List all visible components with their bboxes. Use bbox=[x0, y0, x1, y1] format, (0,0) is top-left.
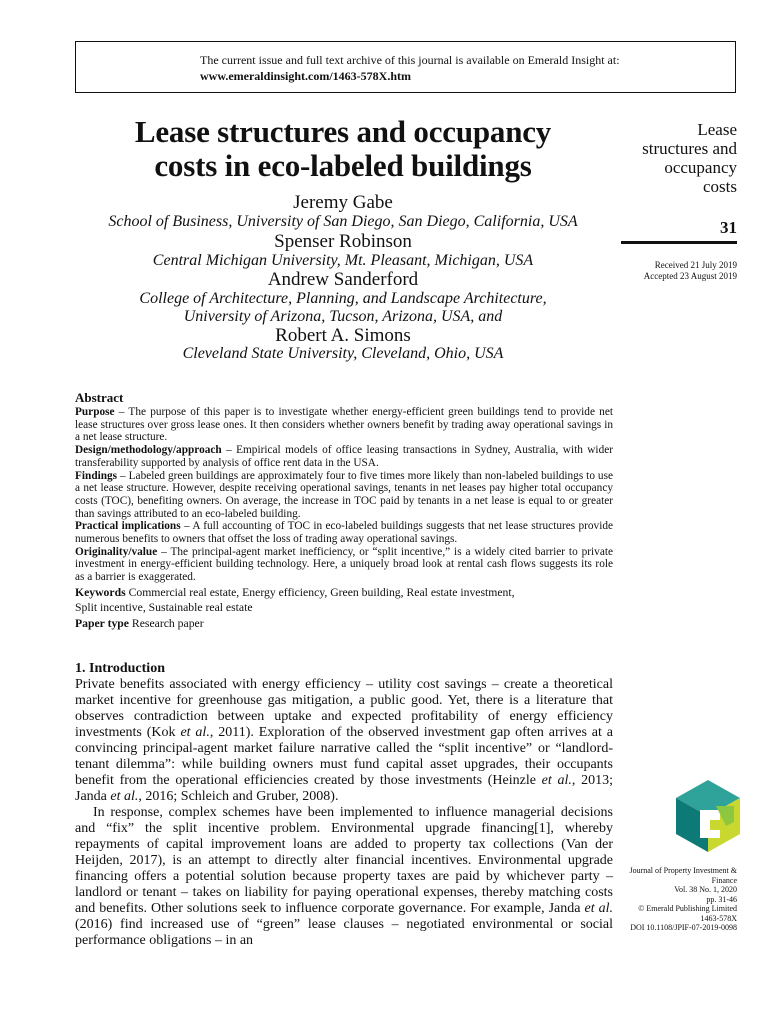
body-text bbox=[75, 677, 613, 949]
submission-dates bbox=[604, 260, 737, 282]
abstract-design: Design/methodology/approach – Empirical models of office leasing transactions in Sydney, Australia, with wider transferability supported by analysis of office rent data in the USA. bbox=[75, 444, 613, 469]
journal-notice-box bbox=[75, 41, 736, 93]
paper-type: Paper type Research paper bbox=[75, 616, 204, 630]
accepted-date: Accepted 23 August 2019 bbox=[643, 271, 737, 281]
author-affiliation: School of Business, University of San Diego, San Diego, California, USA bbox=[108, 213, 578, 230]
abstract-practical: Practical implications – A full accounting of TOC in eco-labeled buildings suggests that net lease structures provide numerous benefits to owners that offset the loss of trading away operational savings. bbox=[75, 520, 613, 546]
title-line-2: costs in eco-labeled buildings bbox=[154, 148, 532, 183]
paragraph: In response, complex schemes have been implemented to influence managerial decisions and “fix” the split incentive problem. Environmental upgrade financing[1], whereby repayments of capital improvement loans are added to property tax collections (Van der Heijden, 2017), is an attempt to directly alter financial incentives. Environmental upgrade financing offers a potential solution because property taxes are paid by whichever party – landlord or tenant – takes on liability for paying operational expenses, thereby matching costs and benefits. Other solutions seek to influence corporate governance. For example, Janda et al. (2016) find increased use of “green” lease clauses – negotiated environmental or social performance obligations – in an bbox=[75, 805, 613, 948]
running-head: Lease structures and occupancy costs bbox=[642, 120, 737, 196]
abstract-purpose: Purpose – The purpose of this paper is to investigate whether energy-efficient green buildings tend to provide net lease structures over gross lease ones. It then considers whether owners benefit by trading away operational savings in a net lease structure. bbox=[75, 406, 613, 444]
notice-text: The current issue and full text archive of this journal is available on Emerald Insight at: bbox=[200, 53, 620, 67]
paragraph: Private benefits associated with energy efficiency – utility cost savings – create a theoretical market incentive for greenhouse gas mitigation, a public good. Yet, there is a literature that observes contradiction between uptake and expected profitability of energy efficiency investments (Kok et al., 2011). Exploration of the observed investment gap often arrives at a convincing principal-agent market failure narrative called the “split incentive” or “landlord-tenant dilemma”: while building owners must fund capital asset upgrades, their occupants benefit from the operational efficiencies created by those investments (Heinzle et al., 2013; Janda et al., 2016; Schleich and Gruber, 2008). bbox=[75, 677, 614, 804]
abstract bbox=[75, 390, 613, 632]
author-name: Andrew Sanderford bbox=[267, 269, 419, 290]
margin-rule bbox=[621, 241, 737, 244]
author-affiliation: Central Michigan University, Mt. Pleasant, Michigan, USA bbox=[152, 252, 534, 269]
paper-title bbox=[80, 115, 606, 183]
abstract-heading: Abstract bbox=[75, 390, 124, 405]
emerald-publishing-logo-icon bbox=[676, 780, 740, 852]
author-name: Spenser Robinson bbox=[274, 231, 412, 252]
author-affiliation: Cleveland State University, Cleveland, Ohio, USA bbox=[182, 345, 504, 362]
journal-info: Journal of Property Investment & Finance Vol. 38 No. 1, 2020 pp. 31-46 © Emerald Publishing Limited 1463-578X DOI 10.1108/JPIF-07-2019-0098 bbox=[629, 866, 737, 932]
author-affiliation: University of Arizona, Tucson, Arizona, USA, and bbox=[183, 308, 503, 325]
author-name: Robert A. Simons bbox=[275, 325, 411, 346]
author-affiliation: College of Architecture, Planning, and Landscape Architecture, bbox=[139, 290, 547, 307]
section-heading: 1. Introduction bbox=[75, 661, 165, 676]
page-number: 31 bbox=[720, 218, 737, 237]
abstract-findings: Findings – Labeled green buildings are approximately four to five times more likely than non-labeled buildings to use a net lease structure. However, despite receiving operational savings, tenants in net leases pay higher total occupancy costs (TOC), benefiting owners. On average, the increase in TOC paid by tenants in a net lease is equal to or greater than savings attributed to an eco-labeled building. bbox=[75, 469, 613, 520]
received-date: Received 21 July 2019 bbox=[654, 260, 737, 270]
author-name: Jeremy Gabe bbox=[293, 192, 393, 213]
abstract-originality: Originality/value – The principal-agent market inefficiency, or “split incentive,” is a widely cited barrier to private investment in energy-efficient building technology. Here, a uniquely broad look at rental cash flows suggests its role as a barrier is exaggerated. bbox=[75, 545, 613, 584]
title-line-1: Lease structures and occupancy bbox=[134, 114, 552, 149]
notice-url[interactable]: www.emeraldinsight.com/1463-578X.htm bbox=[200, 69, 411, 83]
keywords: Keywords Commercial real estate, Energy efficiency, Green building, Real estate investment, Split incentive, Sustainable real estate bbox=[75, 585, 515, 614]
